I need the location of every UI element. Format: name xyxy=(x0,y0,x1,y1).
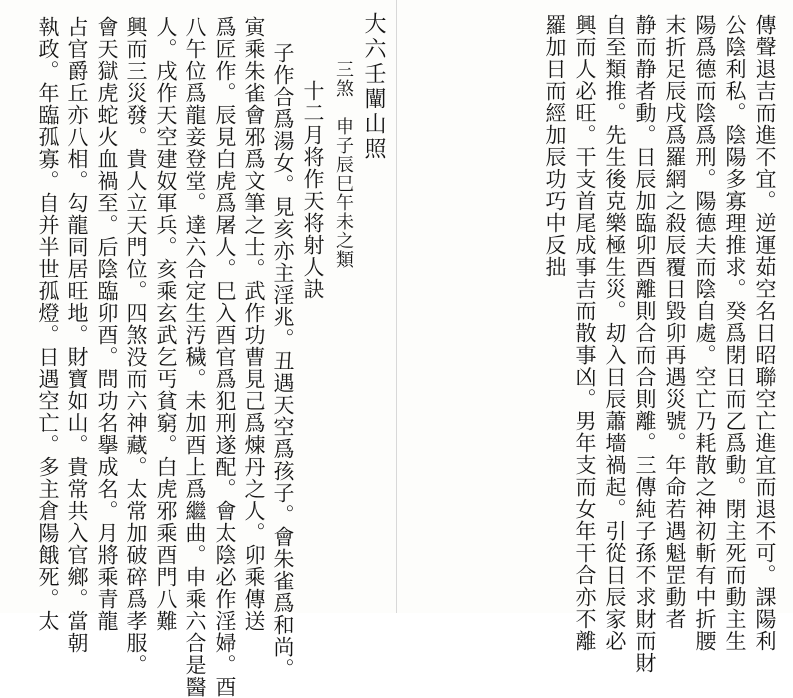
text-column-r8: 羅加日而經加辰功巧中反拙 xyxy=(543,14,567,278)
text-column-l11: 占官爵丘亦八相。勾龍同居旺地。財寶如山。貴常共入官鄉。當朝 xyxy=(65,16,89,654)
text-column-r6: 自至類推。先生後克樂極生災。刧入日辰蕭墻禍起。引從日辰家必 xyxy=(603,14,627,652)
text-column-r3: 陽爲德而陰爲刑。陽德夫而陰自處。空亡乃耗散之神初斬有中折腰 xyxy=(693,14,717,652)
text-column-r7: 興而人必旺。干支首尾成事吉而散事凶。男年支而女年干合亦不離 xyxy=(573,14,597,652)
text-column-l9: 興而三災發。貴人立天門位。四煞没而六神藏。太常加破碎爲孝服。 xyxy=(124,16,148,676)
text-column-l6: 爲匠作。辰見白虎爲屠人。巳入酉官爲犯刑遂配。會太陰必作淫婦。酉 xyxy=(213,16,237,698)
text-column-l1: 大六壬闡山照 xyxy=(361,12,386,162)
text-column-r2: 公陰利私。陰陽多寡理推求。癸爲閉日而乙爲動。閉主死而動主生 xyxy=(723,14,747,652)
text-column-l2: 三煞 申子辰巳午未之類 xyxy=(333,60,354,269)
text-column-l5: 寅乘朱雀會邪爲文筆之士。武作功曹見己爲煉丹之人。卯乘傳送 xyxy=(242,16,266,632)
text-column-r4: 末折足辰戌爲羅網之殺辰覆日毀卯再遇災號。年命若遇魁罡動者 xyxy=(663,14,687,630)
left-page xyxy=(0,0,396,698)
text-column-l7: 八午位爲龍妾登堂。達六合定生汚穢。未加酉上爲繼曲。申乘六合是醫 xyxy=(183,16,207,698)
right-page xyxy=(397,0,793,674)
text-column-l12: 執政。年臨孤寡。自并半世孤燈。日遇空亡。多主倉陽餓死。太 xyxy=(36,16,60,632)
text-column-l10: 會天獄虎蛇火血禍至。后陰臨卯酉。問功名擧成名。月將乘青龍 xyxy=(95,16,119,632)
text-column-l3: 十二月将作天将射人訣 xyxy=(301,80,325,300)
text-column-r5: 静而静者動。日辰加臨卯酉離則合而合則離。三傳純子孫不求財而財 xyxy=(633,14,657,674)
text-column-l4: 子作合爲湯女。見亥亦主淫兆。丑遇天空爲孩子。會朱雀爲和尚。 xyxy=(271,42,295,680)
text-column-l8: 人。戌作天空建奴軍兵。亥乘玄武乞丐貧窮。白虎邪乘酉門八難 xyxy=(154,16,178,632)
text-column-r1: 傳聲退吉而進不宜。逆運茹空名日昭聯空亡進宜而退不可。課陽利 xyxy=(753,14,777,652)
